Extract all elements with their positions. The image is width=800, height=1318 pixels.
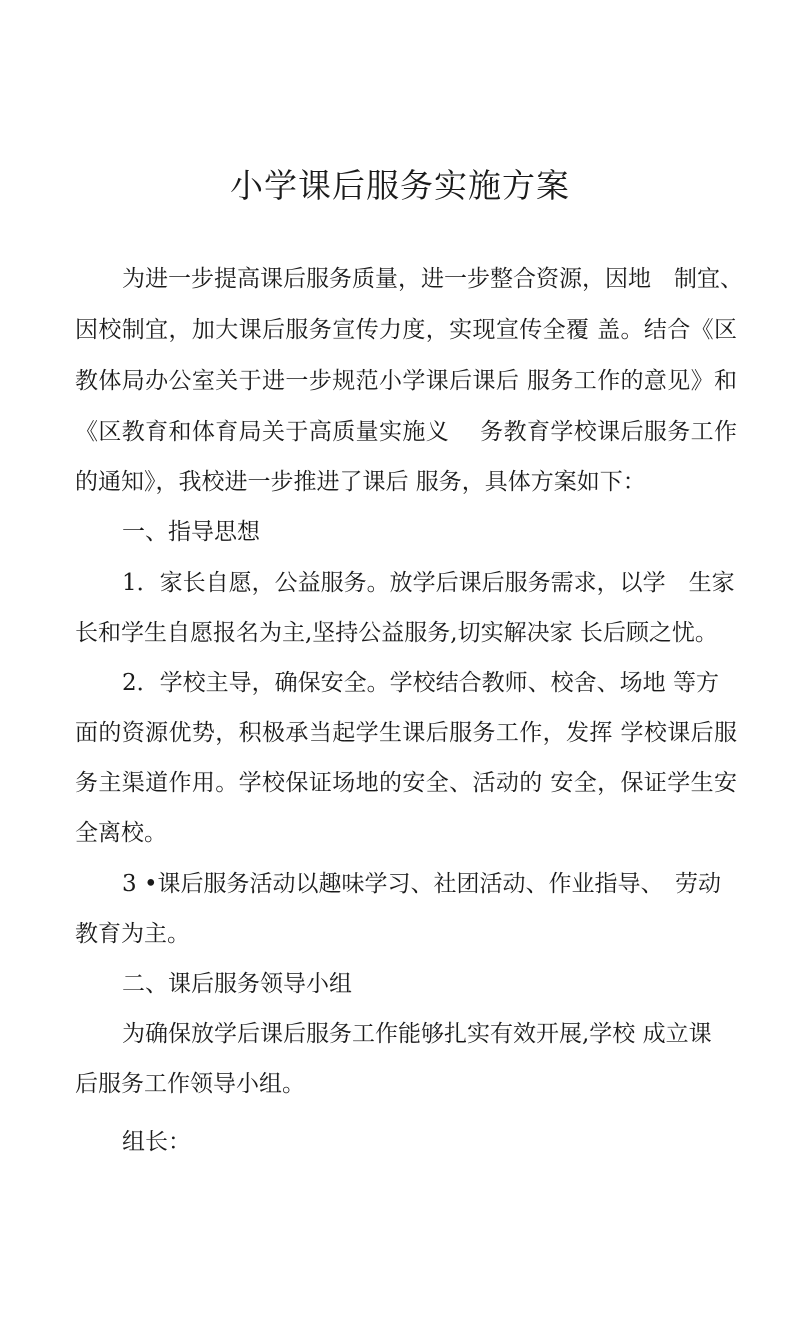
- section2-body-line-1: 为确保放学后课后服务工作能够扎实有效开展,学校 成立课: [122, 1021, 712, 1047]
- section1-item3-line-2: 教育为主。: [75, 921, 190, 947]
- section1-item1-line-2: 长和学生自愿报名为主,坚持公益服务,切实解决家 长后顾之忧。: [75, 620, 718, 646]
- leader-label: 组长：: [122, 1129, 191, 1155]
- section1-item2-line-2: 面的资源优势，积极承当起学生课后服务工作，发挥 学校课后服: [75, 720, 737, 746]
- intro-line-2: 因校制宜，加大课后服务宣传力度，实现宣传全覆 盖。结合《区: [75, 317, 737, 343]
- intro-line-4: 《区教育和体育局关于高质量实施义 务教育学校课后服务工作: [75, 419, 737, 445]
- section1-item2-line-4: 全离校。: [75, 820, 167, 846]
- section1-item1-line-1: 1．家长自愿，公益服务。放学后课后服务需求，以学 生家: [122, 570, 735, 596]
- section1-item2-line-1: 2．学校主导，确保安全。学校结合教师、校舍、场地 等方: [122, 670, 719, 696]
- section1-heading: 一、指导思想: [122, 519, 260, 545]
- section1-item3-line-1: 3 •课后服务活动以趣味学习、社团活动、作业指导、 劳动: [122, 871, 722, 897]
- document-title: 小学课后服务实施方案: [230, 166, 570, 205]
- section2-heading: 二、课后服务领导小组: [122, 971, 352, 997]
- intro-line-1: 为进一步提高课后服务质量，进一步整合资源，因地 制宜、: [122, 266, 743, 292]
- section1-item2-line-3: 务主渠道作用。学校保证场地的安全、活动的 安全，保证学生安: [75, 770, 737, 796]
- section2-body-line-2: 后服务工作领导小组。: [75, 1071, 305, 1097]
- intro-line-3: 教体局办公室关于进一步规范小学课后课后 服务工作的意见》和: [75, 368, 737, 394]
- intro-line-5: 的通知》，我校进一步推进了课后 服务，具体方案如下：: [75, 469, 646, 495]
